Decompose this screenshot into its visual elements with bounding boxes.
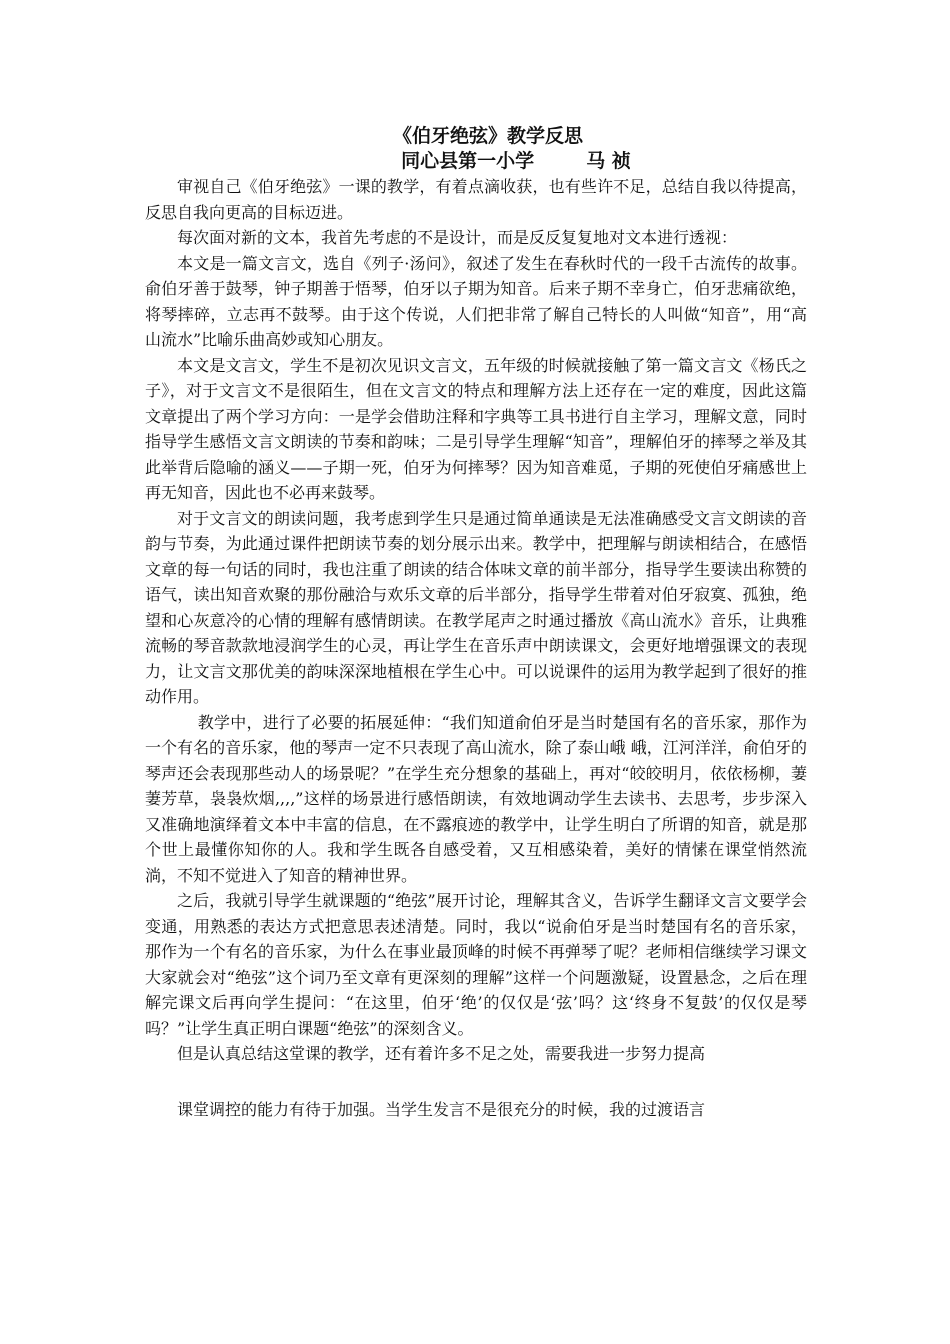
author-name: 马 祯 — [586, 150, 631, 172]
paragraph-4: 本文是文言文，学生不是初次见识文言文，五年级的时候就接触了第一篇文言文《杨氏之子》，对于文言文不是很陌生，但在文言文的特点和理解方法上还存在一定的难度，因此这篇文章提出了两个学习方向：一是学会借助注释和字典等工具书进行自主学习，理解文意，同时指导学生感悟文言文朗读的节奏和韵味；二是引导学生理解“知音”，理解伯牙的摔琴之举及其此举背后隐喻的涵义——子期一死，伯牙为何摔琴？因为知音难觅，子期的死使伯牙痛感世上再无知音，因此也不必再来鼓琴。 — [145, 355, 807, 502]
paragraph-9: 课堂调控的能力有待于加强。当学生发言不是很充分的时候，我的过渡语言 — [177, 1099, 706, 1119]
paragraph-3: 本文是一篇文言文，选自《列子·汤问》，叙述了发生在春秋时代的一段千古流传的故事。俞伯牙善于鼓琴，钟子期善于悟琴，伯牙以子期为知音。后来子期不幸身亡，伯牙悲痛欲绝，将琴摔碎，立志再不鼓琴。由于这个传说，人们把非常了解自己特长的人叫做“知音”，用“高山流水”比喻乐曲高妙或知心朋友。 — [145, 253, 807, 349]
author-line — [145, 149, 807, 174]
author-school: 同心县第一小学 — [401, 150, 535, 172]
paragraph-1: 审视自己《伯牙绝弦》一课的教学，有着点滴收获，也有些许不足，总结自我以待提高，反思自我向更高的目标迈进。 — [145, 177, 807, 222]
document-title: 《伯牙绝弦》教学反思 — [392, 125, 583, 147]
paragraph-7: 之后，我就引导学生就课题的“绝弦”展开讨论，理解其含义，告诉学生翻译文言文要学会变通，用熟悉的表达方式把意思表述清楚。同时，我以“说俞伯牙是当时楚国有名的音乐家，那作为一个有名的音乐家，为什么在事业最顶峰的时候不再弹琴了呢？老师相信继续学习课文大家就会对“绝弦”这个词乃至文章有更深刻的理解”这样一个问题激疑，设置悬念，之后在理解完课文后再向学生提问：“在这里，伯牙‘绝’的仅仅是‘弦’吗？这‘终身不复鼓’的仅仅是琴吗？”让学生真正明白课题“绝弦”的深刻含义。 — [145, 891, 807, 1038]
paragraph-2: 每次面对新的文本，我首先考虑的不是设计，而是反反复复地对文本进行透视： — [177, 228, 738, 247]
paragraph-8: 但是认真总结这堂课的教学，还有着许多不足之处，需要我进一步努力提高 — [177, 1044, 706, 1063]
document-page — [145, 124, 807, 1122]
paragraph-5: 对于文言文的朗读问题，我考虑到学生只是通过简单通读是无法准确感受文言文朗读的音韵与节奏，为此通过课件把朗读节奏的划分展示出来。教学中，把理解与朗读相结合，在感悟文章的每一句话的同时，我也注重了朗读的结合体味文章的前半部分，指导学生要读出称赞的语气，读出知音欢聚的那份融洽与欢乐文章的后半部分，指导学生带着对伯牙寂寞、孤独，绝望和心灰意冷的心情的理解有感情朗读。在教学尾声之时通过播放《高山流水》音乐，让典雅流畅的琴音款款地浸润学生的心灵，再让学生在音乐声中朗读课文，会更好地增强课文的表现力，让文言文那优美的韵味深深地植根在学生心中。可以说课件的运用为教学起到了很好的推动作用。 — [145, 508, 807, 706]
paragraph-6: 教学中，进行了必要的拓展延伸：“我们知道俞伯牙是当时楚国有名的音乐家，那作为一个有名的音乐家，他的琴声一定不只表现了高山流水，除了泰山峨 峨，江河洋洋，俞伯牙的琴声还会表现那些动人的场景呢？”在学生充分想象的基础上，再对“皎皎明月，依依杨柳，萋萋芳草，袅袅炊烟,,,,”这样的场景进行感悟朗读，有效地调动学生去读书、去思考，步步深入又准确地演绎着文本中丰富的信息，在不露痕迹的教学中，让学生明白了所谓的知音，就是那个世上最懂你知你的人。我和学生既各自感受着，又互相感染着，美好的情愫在课堂悄然流淌，不知不觉进入了知音的精神世界。 — [145, 712, 807, 885]
